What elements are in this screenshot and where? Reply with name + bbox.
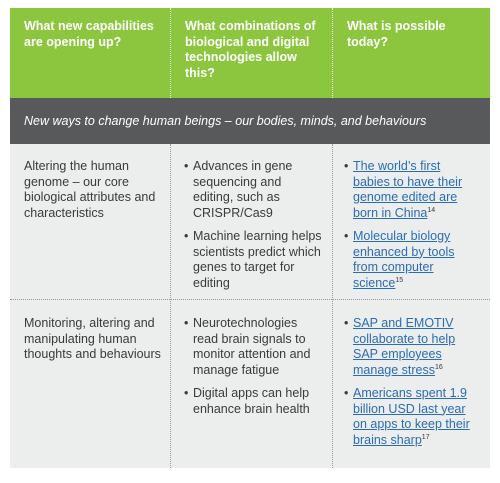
list-item: • Machine learning helps scientists predict which genes to target for editing	[184, 229, 322, 290]
list-item	[344, 159, 472, 221]
examples-cell-1	[344, 159, 472, 299]
capability-cell-1: Altering the human genome – our core biological attributes and characteristics	[24, 159, 156, 220]
list-item	[344, 386, 472, 448]
header-technologies: What combinations of biological and digital technologies allow this?	[185, 19, 316, 80]
footnote-ref: 17	[421, 433, 430, 441]
bullet-icon: •	[184, 386, 189, 400]
header-capabilities: What new capabilities are opening up?	[24, 19, 154, 49]
example-link-molecular-biology[interactable]: Molecular biology enhanced by tools from computer science	[353, 229, 455, 290]
list-item	[344, 316, 472, 378]
list-item: • Advances in gene sequencing and editing, such as CRISPR/Cas9	[184, 159, 293, 220]
footnote-ref: 16	[434, 363, 443, 371]
bullet-icon: •	[344, 386, 349, 400]
column-divider	[170, 144, 171, 468]
bullet-icon: •	[344, 229, 349, 243]
table-body	[10, 144, 490, 468]
list-item: • Neurotechnologies read brain signals to monitor attention and manage fatigue	[184, 316, 311, 377]
bullet-icon: •	[184, 229, 189, 243]
examples-cell-2	[344, 316, 472, 456]
example-link-sap-emotiv[interactable]: SAP and EMOTIV collaborate to help SAP employees manage stress	[353, 316, 456, 377]
column-divider	[332, 144, 333, 468]
header-possible-today: What is possible today?	[347, 19, 446, 49]
list-item: • Digital apps can help enhance brain health	[184, 386, 310, 416]
section-title: New ways to change human beings – our bodies, minds, and behaviours	[10, 98, 490, 144]
technologies-cell-2	[184, 316, 324, 425]
bullet-icon: •	[184, 159, 189, 173]
example-link-genome-babies[interactable]: The world’s first babies to have their genome edited are born in China	[353, 159, 463, 220]
footnote-ref: 15	[395, 276, 404, 284]
technologies-cell-1	[184, 159, 324, 299]
bullet-icon: •	[344, 316, 349, 330]
row-divider	[10, 299, 490, 300]
list-item	[344, 229, 472, 291]
bullet-icon: •	[344, 159, 349, 173]
capabilities-table	[10, 8, 490, 468]
example-link-brain-apps[interactable]: Americans spent 1.9 billion USD last year on apps to keep their brains sharp	[353, 386, 470, 447]
footnote-ref: 14	[427, 206, 436, 214]
capability-cell-2: Monitoring, altering and manipulating human thoughts and behaviours	[24, 316, 161, 361]
bullet-icon: •	[184, 316, 189, 330]
table-header	[10, 8, 490, 98]
